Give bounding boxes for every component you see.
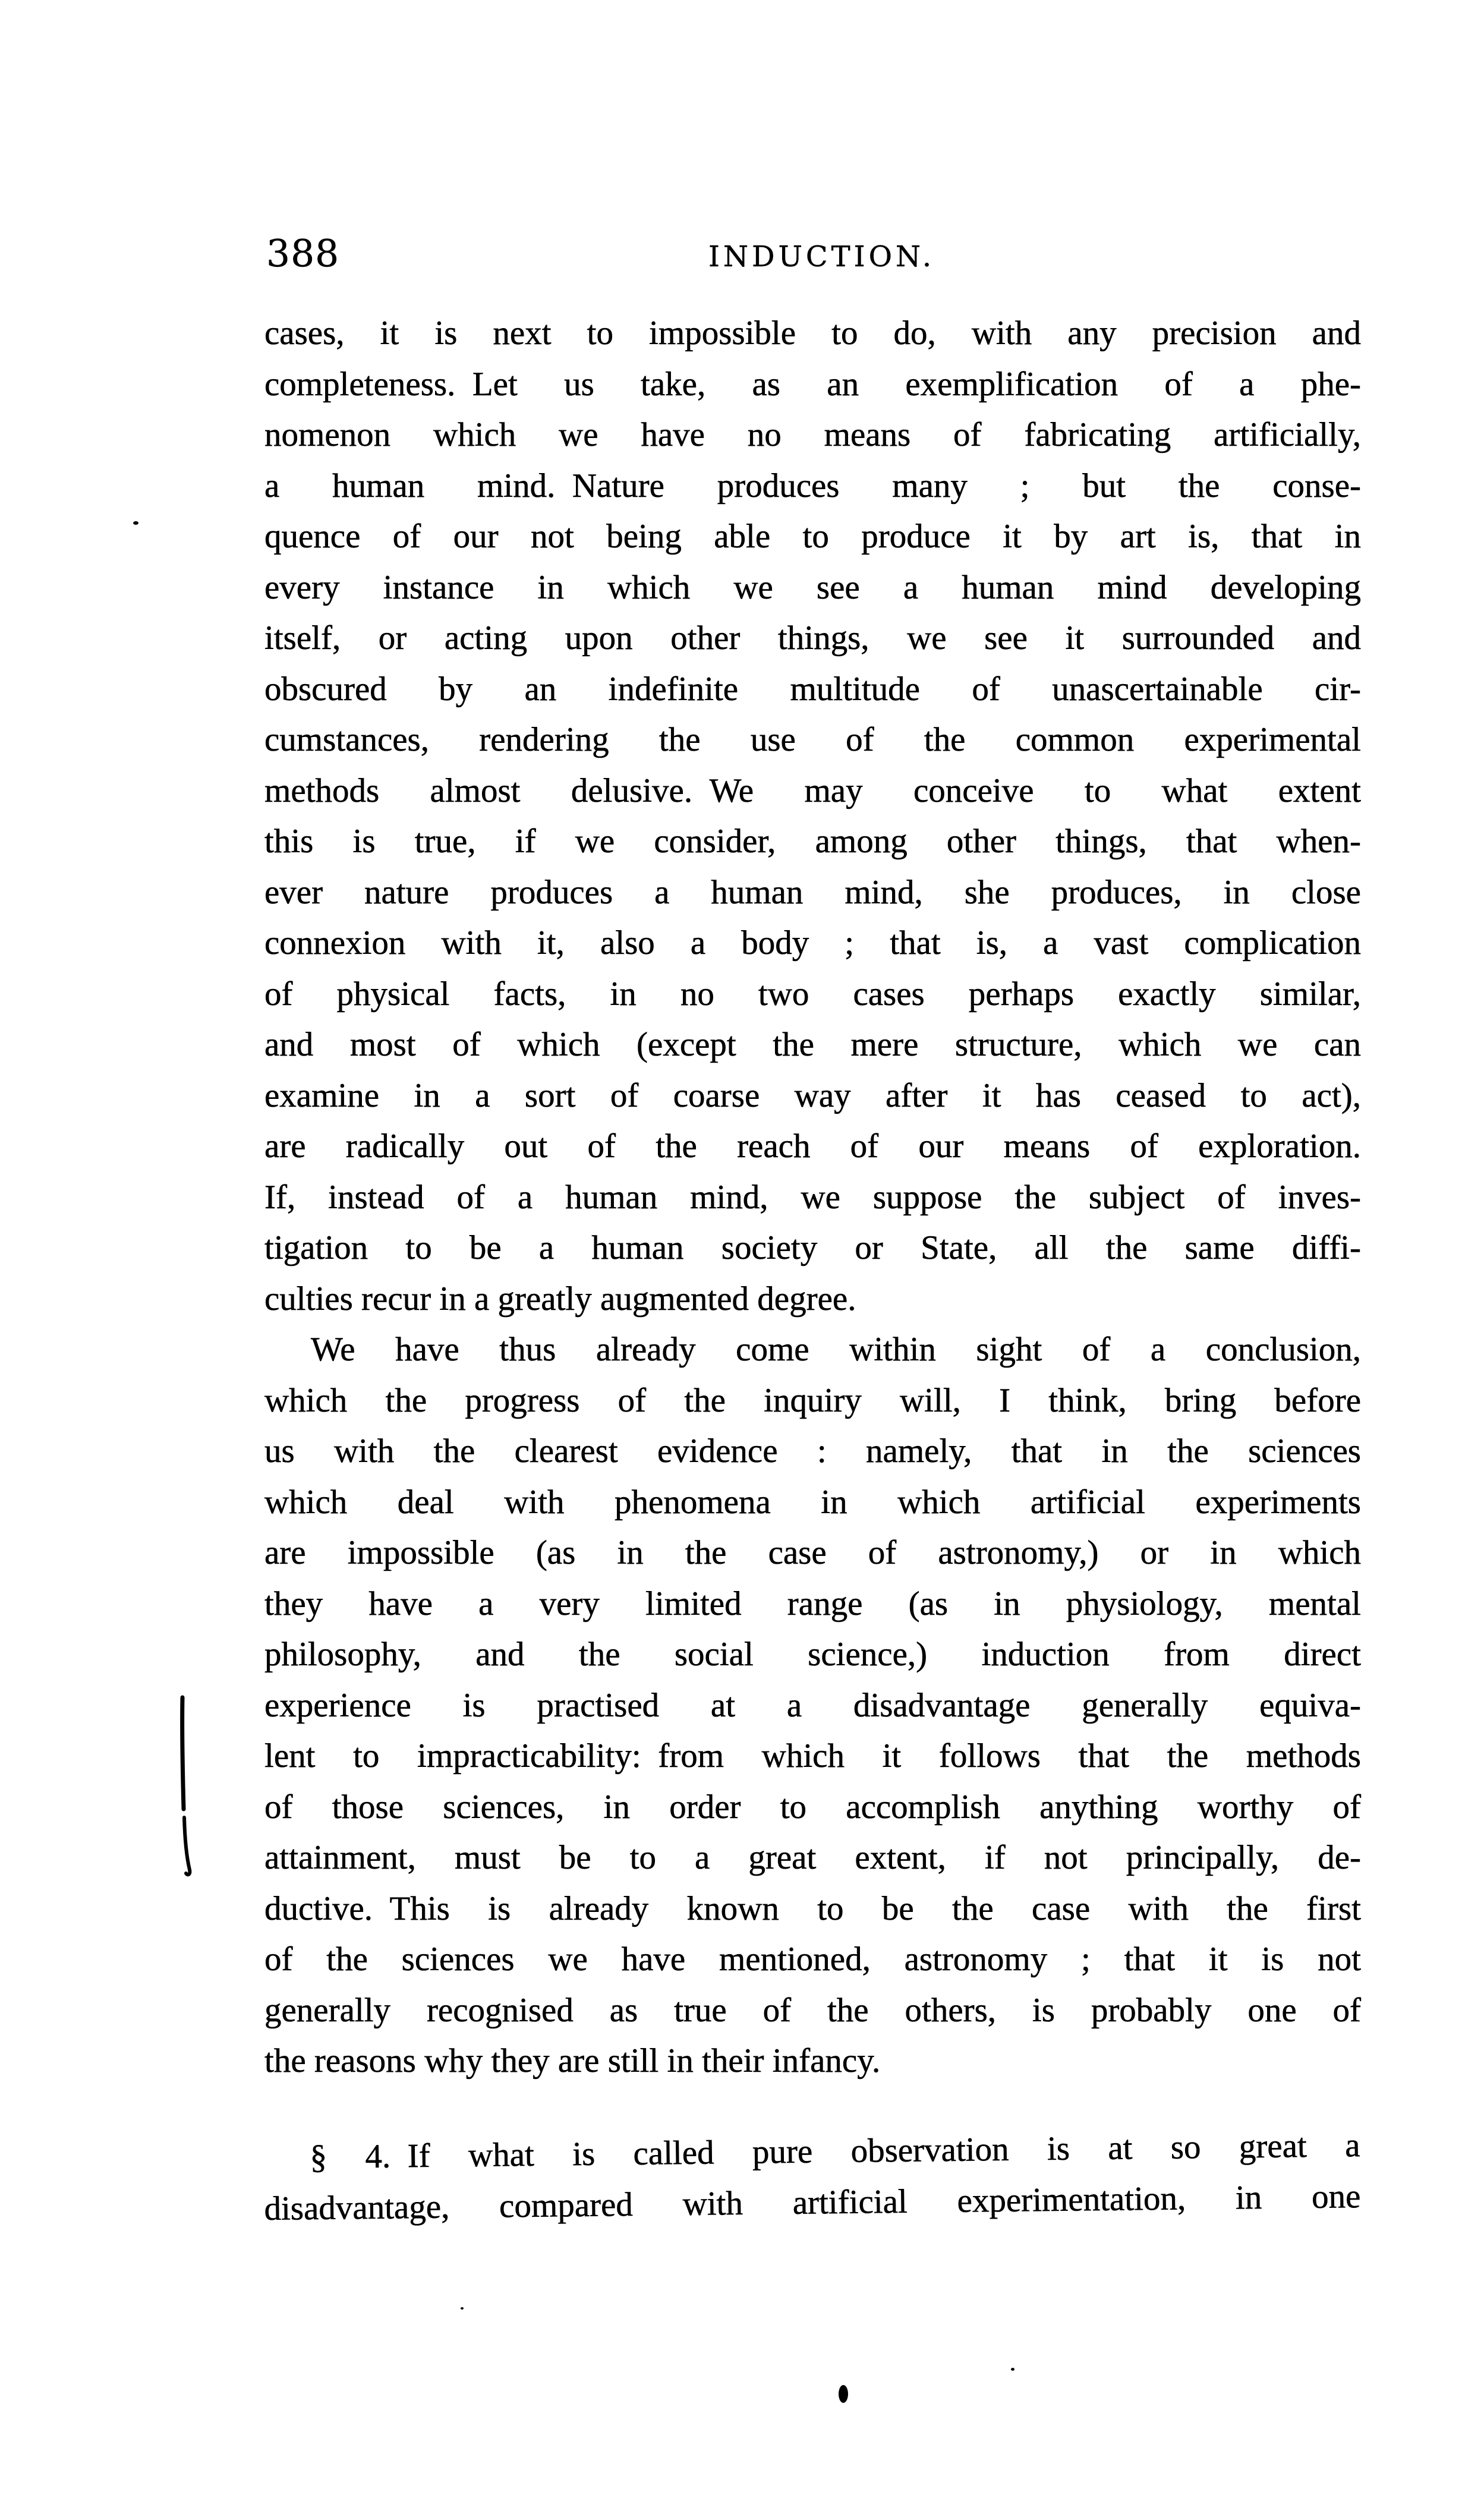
text-line: generally recognised as true of the others, is probably one of — [264, 1991, 1361, 2029]
ink-speck-icon — [1011, 2368, 1014, 2371]
text-line: of the sciences we have mentioned, astronomy ; that it is not — [264, 1940, 1361, 1978]
text-line: ever nature produces a human mind, she produces, in close — [264, 873, 1361, 911]
text-line: If, instead of a human mind, we suppose the subject of inves- — [264, 1178, 1361, 1216]
margin-speck-icon — [133, 521, 138, 525]
text-line: are radically out of the reach of our means of exploration. — [264, 1127, 1361, 1165]
paragraph — [264, 308, 1361, 1324]
text-line: tigation to be a human society or State, all the same diffi- — [264, 1229, 1361, 1267]
text-line: every instance in which we see a human mind developing — [264, 568, 1361, 606]
text-line: methods almost delusive. We may conceive to what extent — [264, 771, 1361, 809]
ink-blot-icon — [839, 2385, 848, 2403]
text-line: examine in a sort of coarse way after it has ceased to act), — [264, 1076, 1361, 1114]
text-line: attainment, must be to a great extent, if not principally, de- — [264, 1839, 1361, 1876]
text-line: which the progress of the inquiry will, I think, bring before — [264, 1381, 1361, 1419]
paragraph — [264, 1324, 1361, 2087]
text-line: this is true, if we consider, among other things, that when- — [264, 823, 1361, 860]
text-line: nomenon which we have no means of fabricating artificially, — [264, 416, 1361, 453]
ink-speck-icon — [461, 2307, 464, 2310]
running-header: INDUCTION. — [708, 240, 935, 273]
text-line: which deal with phenomena in which artificial experiments — [264, 1483, 1361, 1521]
text-line: completeness. Let us take, as an exemplification of a phe- — [264, 365, 1361, 403]
text-line: § 4. If what is called pure observation is at so great a — [310, 2126, 1360, 2176]
text-line: philosophy, and the social science,) induction from direct — [264, 1636, 1361, 1673]
text-line: of physical facts, in no two cases perhaps exactly similar, — [264, 975, 1361, 1013]
text-line: itself, or acting upon other things, we see it surrounded and — [264, 619, 1361, 657]
text-line: cumstances, rendering the use of the common experimental — [264, 721, 1361, 758]
text-line: We have thus already come within sight of a conclusion, — [311, 1331, 1361, 1368]
text-line: culties recur in a greatly augmented degree. — [264, 1280, 856, 1318]
body-text — [264, 308, 1361, 2234]
text-line: quence of our not being able to produce it by art is, that in — [264, 518, 1361, 555]
paragraph — [263, 2120, 1361, 2234]
text-line: lent to impracticability: from which it follows that the methods — [264, 1737, 1361, 1775]
text-line: of those sciences, in order to accomplish anything worthy of — [264, 1788, 1361, 1826]
margin-pencil-stroke-icon — [171, 1688, 207, 1890]
text-line: experience is practised at a disadvantage generally equiva- — [264, 1686, 1361, 1724]
text-line: are impossible (as in the case of astronomy,) or in which — [264, 1534, 1361, 1571]
text-line: a human mind. Nature produces many ; but the conse- — [264, 467, 1361, 505]
text-line: and most of which (except the mere structure, which we can — [264, 1026, 1361, 1063]
text-line: the reasons why they are still in their infancy. — [264, 2042, 881, 2080]
text-line: they have a very limited range (as in physiology, mental — [264, 1584, 1361, 1623]
text-line: disadvantage, compared with artificial experimentation, in one — [264, 2177, 1361, 2228]
text-line: obscured by an indefinite multitude of unascertainable cir- — [264, 670, 1361, 708]
text-line: connexion with it, also a body ; that is, a vast complication — [264, 924, 1361, 962]
text-line: ductive. This is already known to be the case with the first — [264, 1889, 1361, 1927]
text-line: us with the clearest evidence : namely, that in the sciences — [264, 1432, 1361, 1470]
text-line: cases, it is next to impossible to do, with any precision and — [264, 314, 1361, 352]
page-number: 388 — [266, 232, 340, 275]
